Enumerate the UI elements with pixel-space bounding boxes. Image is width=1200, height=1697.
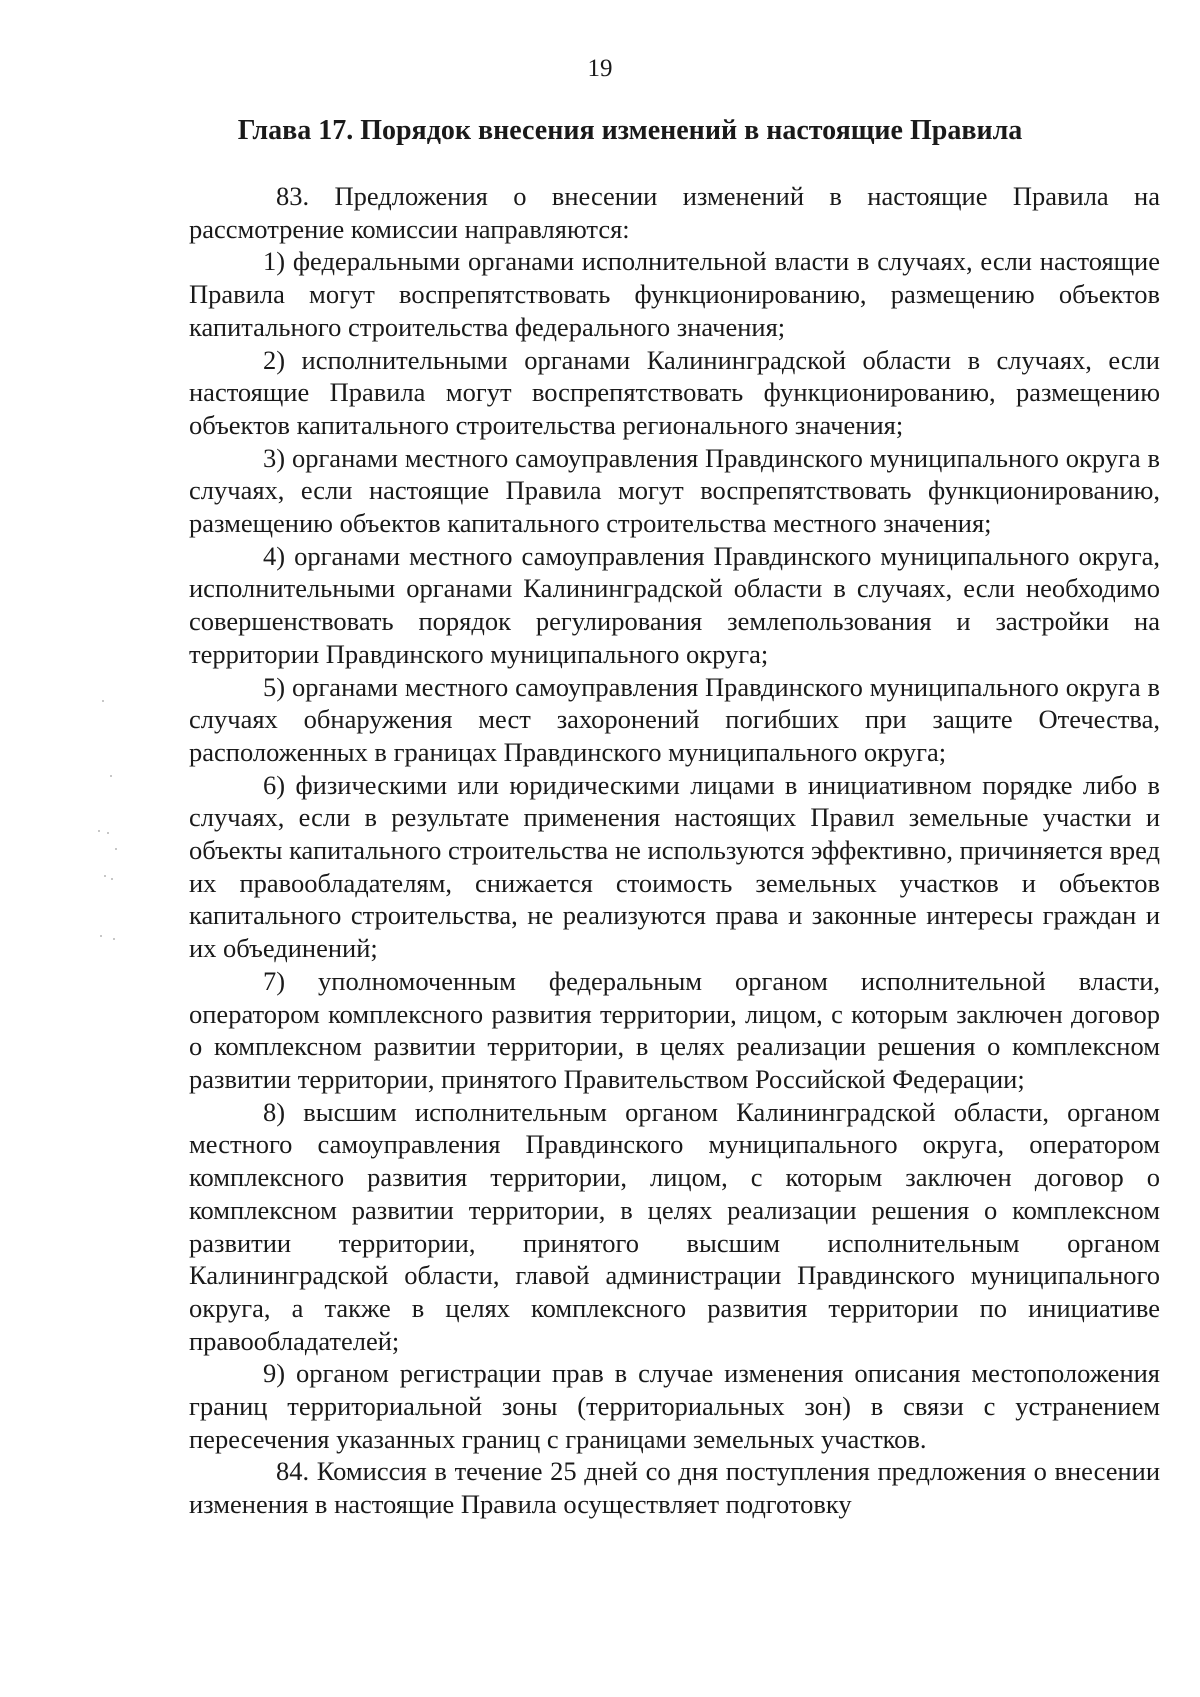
body-text — [189, 180, 1160, 1521]
scan-speck — [113, 938, 115, 940]
list-item-6: 6) физическими или юридическими лицами в инициативном порядке либо в случаях, если в результате применения настоящих Правил земельные участки и объекты капитального строительства не используются эффективно, причиняется вред их правообладателям, снижается стоимость земельных участков и объектов капитального строительства, не реализуются права и законные интересы граждан и их объединений; — [189, 769, 1160, 964]
list-item-1: 1) федеральными органами исполнительной власти в случаях, если настоящие Правила могут воспрепятствовать функционированию, размещению объектов капитального строительства федерального значения; — [189, 246, 1160, 342]
scan-speck — [102, 700, 104, 702]
paragraph-84: 84. Комиссия в течение 25 дней со дня поступления предложения о внесении изменения в настоящие Правила осуществляет подготовку — [189, 1456, 1160, 1520]
scan-speck — [111, 878, 113, 880]
scan-artifacts — [80, 680, 140, 1040]
scan-speck — [98, 830, 100, 832]
chapter-title: Глава 17. Порядок внесения изменений в настоящие Правила — [237, 115, 1023, 146]
list-item-7: 7) уполномоченным федеральным органом исполнительной власти, оператором комплексного развития территории, лицом, с которым заключен договор о комплексном развитии территории, в целях реализации решения о комплексном развитии территории, принятого Правительством Российской Федерации; — [189, 965, 1160, 1094]
list-item-3: 3) органами местного самоуправления Правдинского муниципального округа в случаях, если настоящие Правила могут воспрепятствовать функционированию, размещению объектов капитального строительства местного значения; — [189, 442, 1160, 539]
list-item-8: 8) высшим исполнительным органом Калининградской области, органом местного самоуправления Правдинского муниципального округа, оператором комплексного развития территории, лицом, с которым заключен договор о комплексном развитии территории, в целях реализации решения о комплексном развитии территории, принятого высшим исполнительным органом Калининградской области, главой администрации Правдинского муниципального округа, а также в целях комплексного развития территории по инициативе правообладателей; — [189, 1096, 1160, 1356]
list-item-9: 9) органом регистрации прав в случае изменения описания местоположения границ территориальной зоны (территориальных зон) в связи с устранением пересечения указанных границ с границами земельных участков. — [189, 1358, 1160, 1454]
scan-speck — [104, 875, 106, 877]
scan-speck — [115, 848, 117, 850]
list-item-4: 4) органами местного самоуправления Правдинского муниципального округа, исполнительными органами Калининградской области в случаях, если необходимо совершенствовать порядок регулирования землепользования и застройки на территории Правдинского муниципального округа; — [189, 540, 1160, 669]
scan-speck — [100, 935, 102, 937]
paragraph-83: 83. Предложения о внесении изменений в настоящие Правила на рассмотрение комиссии направляются: — [189, 181, 1160, 244]
page-number: 19 — [587, 55, 613, 82]
list-item-5: 5) органами местного самоуправления Правдинского муниципального округа в случаях обнаружения мест захоронений погибших при защите Отечества, расположенных в границах Правдинского муниципального округа; — [189, 671, 1160, 767]
scan-speck — [110, 775, 112, 777]
scan-speck — [107, 832, 109, 834]
list-item-2: 2) исполнительными органами Калининградской области в случаях, если настоящие Правила могут воспрепятствовать функционированию, размещению объектов капитального строительства регионального значения; — [189, 344, 1160, 440]
